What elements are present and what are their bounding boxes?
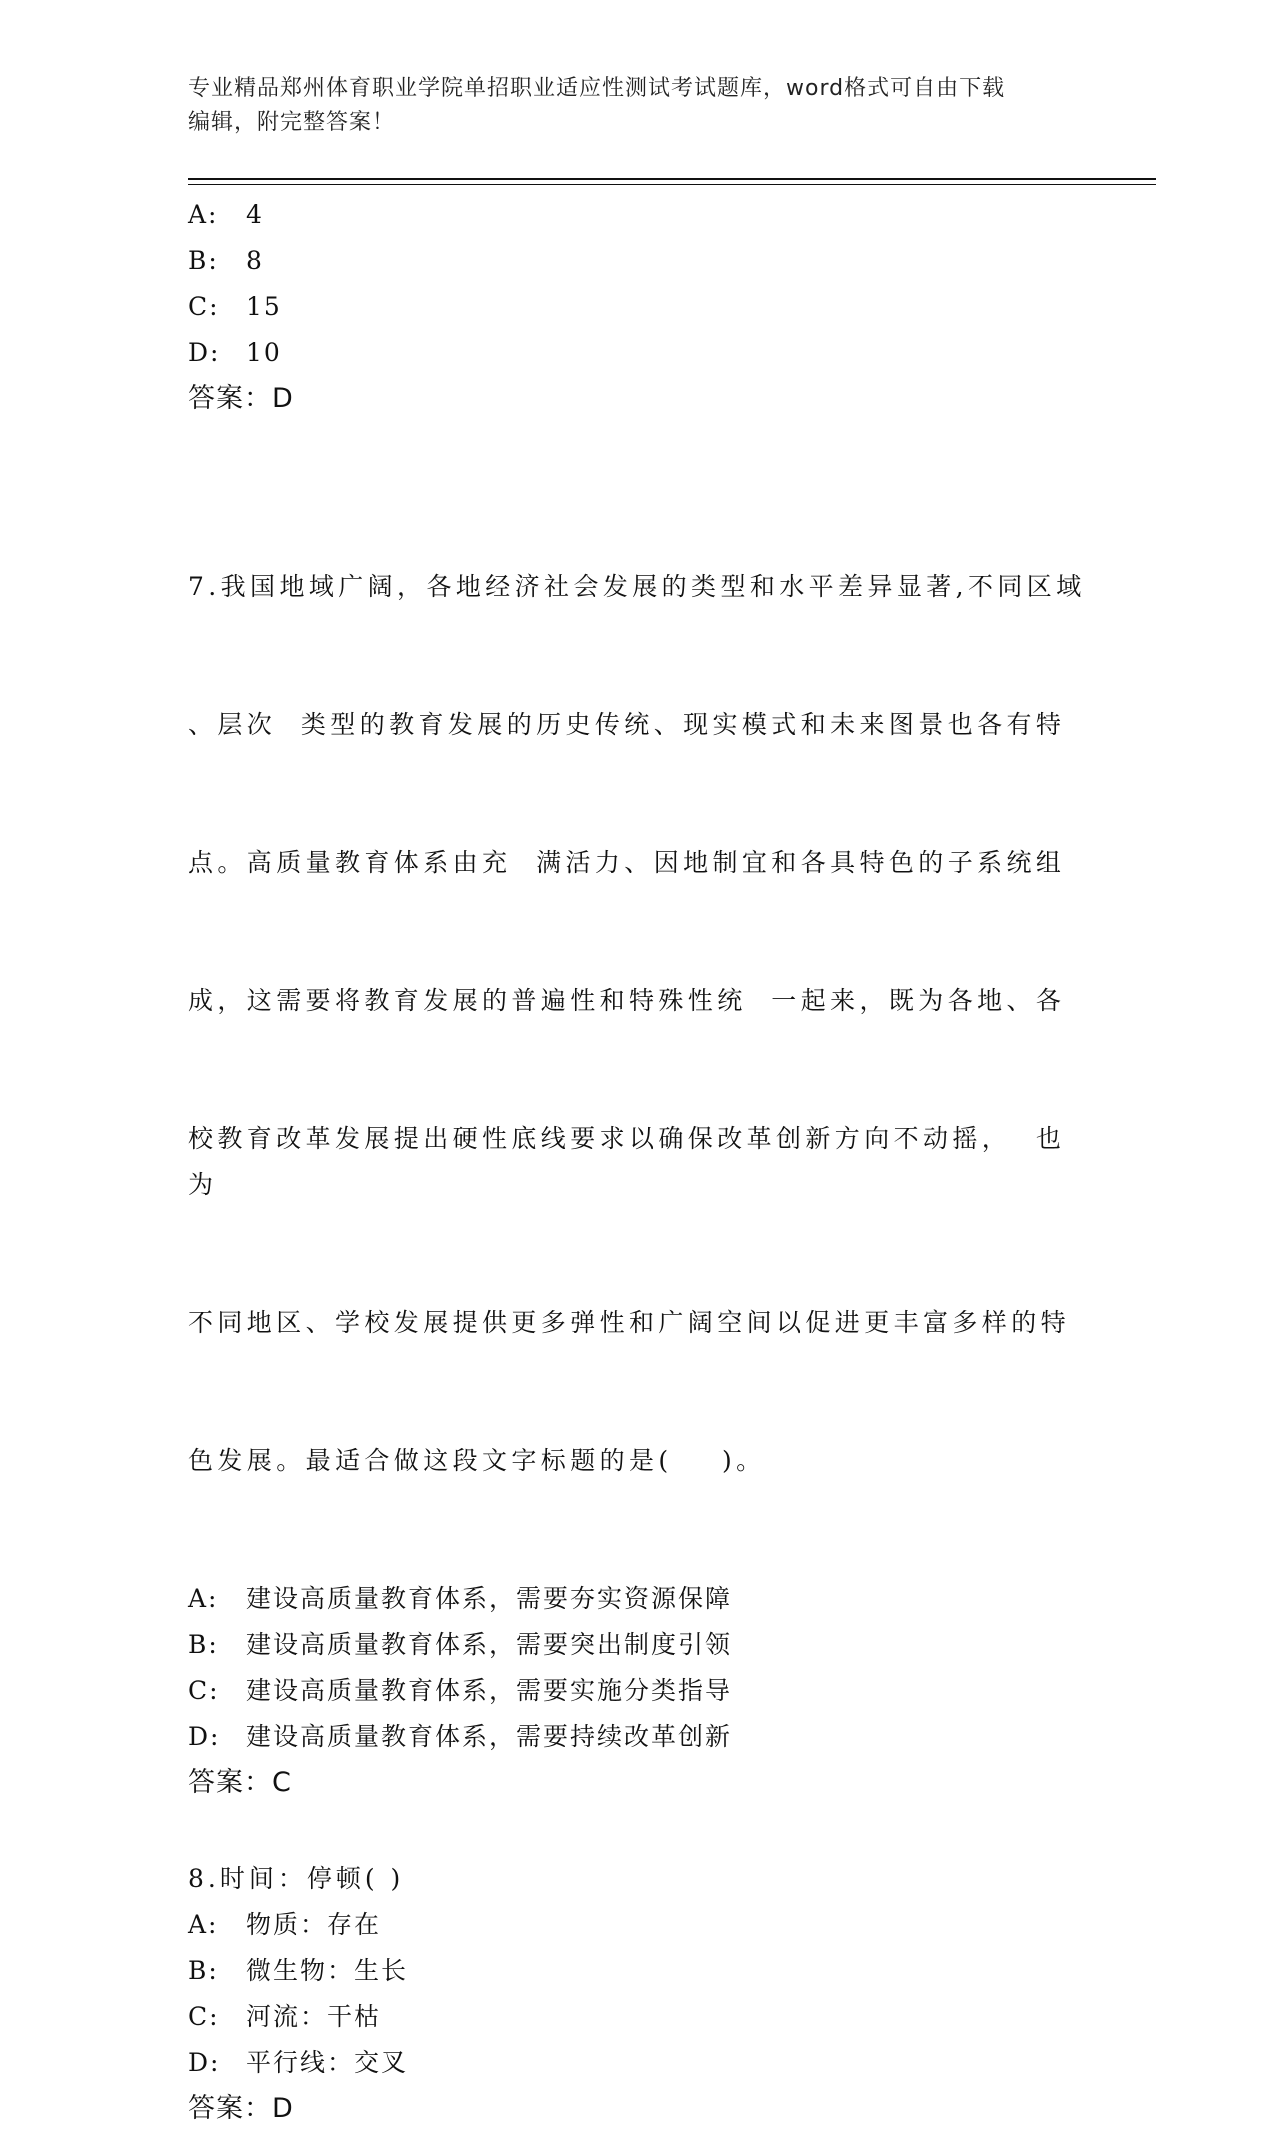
- header-line-1: 专业精品郑州体育职业学院单招职业适应性测试考试题库，word格式可自由下载: [188, 76, 1006, 101]
- header-line-2: 编辑，附完整答案！: [188, 110, 396, 135]
- option-b: B: 建设高质量教育体系，需要突出制度引领: [188, 1630, 733, 1659]
- page-header: [188, 72, 1088, 140]
- option-a: A: 4: [188, 200, 264, 229]
- answer-line: 答案：D: [188, 383, 294, 414]
- header-rule-thick: [188, 178, 1156, 180]
- stem-line: 色发展。最适合做这段文字标题的是( )。: [188, 1446, 766, 1475]
- option-b: B: 微生物：生长: [188, 1956, 409, 1985]
- option-d: D: 建设高质量教育体系，需要持续改革创新: [188, 1722, 733, 1751]
- option-a: A: 建设高质量教育体系，需要夯实资源保障: [188, 1584, 733, 1613]
- stem-line: 不同地区、学校发展提供更多弹性和广阔空间以促进更丰富多样的特: [188, 1308, 1071, 1337]
- answer-line: 答案：D: [188, 2093, 294, 2124]
- option-c: C: 15: [188, 292, 282, 321]
- header-rule-thin: [188, 184, 1156, 185]
- answer-line: 答案：C: [188, 1767, 292, 1798]
- option-c: C: 建设高质量教育体系，需要实施分类指导: [188, 1676, 733, 1705]
- question-stem: [188, 472, 1088, 1576]
- option-a: A: 物质：存在: [188, 1910, 382, 1939]
- stem-line: 、层次 类型的教育发展的历史传统、现实模式和未来图景也各有特: [188, 710, 1066, 739]
- document-body: [188, 192, 1088, 2132]
- question-8: [188, 1856, 1088, 2132]
- option-d: D: 平行线：交叉: [188, 2048, 409, 2077]
- option-c: C: 河流：干枯: [188, 2002, 382, 2031]
- question-7: [188, 472, 1088, 1806]
- option-d: D: 10: [188, 338, 282, 367]
- stem-line: 成，这需要将教育发展的普遍性和特殊性统 一起来，既为各地、各: [188, 986, 1066, 1015]
- stem-line: 校教育改革发展提出硬性底线要求以确保改革创新方向不动摇， 也为: [188, 1124, 1066, 1199]
- stem-line: 点。高质量教育体系由充 满活力、因地制宜和各具特色的子系统组: [188, 848, 1066, 877]
- question-stem: 8.时间：停顿( ): [188, 1864, 405, 1893]
- question-6-tail: [188, 192, 1088, 422]
- option-b: B: 8: [188, 246, 264, 275]
- stem-line: 7.我国地域广阔，各地经济社会发展的类型和水平差异显著,不同区域: [188, 572, 1086, 601]
